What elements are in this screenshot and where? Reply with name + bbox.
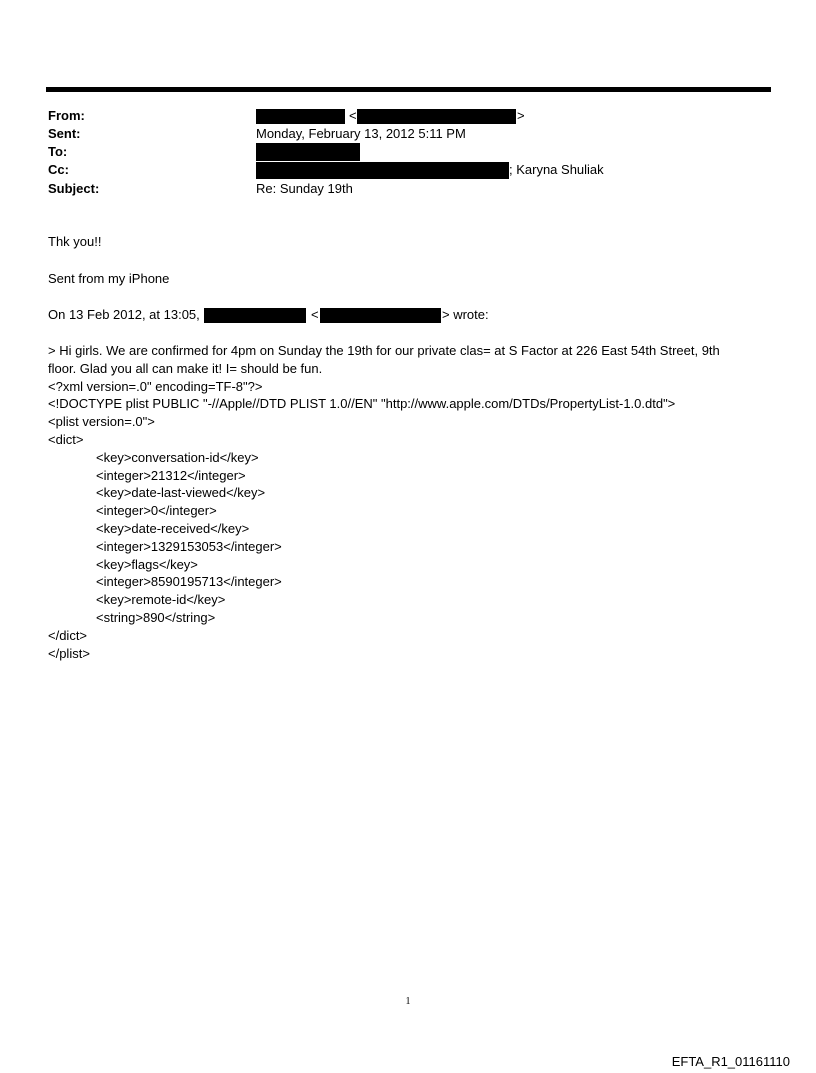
- plist-line: <key>flags</key>: [96, 556, 198, 572]
- plist-line: <?xml version=.0" encoding=TF-8"?>: [48, 378, 263, 394]
- quoted-line-1: > Hi girls. We are confirmed for 4pm on Sunday the 19th for our private clas= at S Factor at 226 East 54th Street, 9th: [48, 343, 720, 358]
- cc-suffix: ; Karyna Shuliak: [509, 162, 604, 177]
- plist-line: <key>conversation-id</key>: [96, 449, 259, 465]
- cc-label: Cc:: [48, 162, 69, 177]
- document-id: EFTA_R1_01161110: [671, 1054, 790, 1069]
- plist-line: <integer>1329153053</integer>: [96, 538, 282, 554]
- sent-label: Sent:: [48, 126, 81, 141]
- quote-suffix: > wrote:: [442, 307, 489, 322]
- plist-line: <plist version=.0">: [48, 414, 155, 430]
- to-redaction: [256, 143, 360, 161]
- plist-line: <key>remote-id</key>: [96, 592, 226, 608]
- quoted-message: [48, 342, 720, 662]
- subject-label: Subject:: [48, 181, 100, 196]
- subject-value: Re: Sunday 19th: [256, 181, 353, 196]
- plist-line: <integer>0</integer>: [96, 503, 217, 519]
- from-gt: >: [517, 108, 525, 123]
- to-label: To:: [48, 144, 68, 159]
- sent-value: Monday, February 13, 2012 5:11 PM: [256, 126, 466, 141]
- header-rule: [46, 87, 771, 92]
- signature-line: Sent from my iPhone: [48, 271, 170, 286]
- page-number: 1: [405, 996, 411, 1007]
- quote-lt: <: [311, 307, 319, 322]
- plist-line: <key>date-last-viewed</key>: [96, 485, 266, 501]
- from-email-redaction: [357, 109, 516, 124]
- from-name-redaction: [256, 109, 345, 124]
- quote-email-redaction: [320, 308, 441, 323]
- plist-line: <dict>: [48, 431, 84, 447]
- quoted-line-2: floor. Glad you all can make it! I= should be fun.: [48, 360, 323, 376]
- plist-line: <key>date-received</key>: [96, 520, 250, 536]
- plist-line: <integer>8590195713</integer>: [96, 574, 282, 590]
- quote-attribution: [48, 306, 648, 324]
- cc-redaction: [256, 162, 509, 179]
- plist-line: <!DOCTYPE plist PUBLIC "-//Apple//DTD PLIST 1.0//EN" "http://www.apple.com/DTDs/PropertyList-1.0.dtd">: [48, 396, 676, 412]
- plist-line: <string>890</string>: [96, 609, 216, 625]
- quote-name-redaction: [204, 308, 306, 323]
- from-lt: <: [349, 108, 357, 123]
- plist-line: </dict>: [48, 627, 88, 643]
- plist-line: <integer>21312</integer>: [96, 467, 246, 483]
- plist-line: </plist>: [48, 645, 90, 661]
- from-label: From:: [48, 108, 85, 123]
- thanks-line: Thk you!!: [48, 234, 102, 249]
- quote-prefix: On 13 Feb 2012, at 13:05,: [48, 307, 200, 322]
